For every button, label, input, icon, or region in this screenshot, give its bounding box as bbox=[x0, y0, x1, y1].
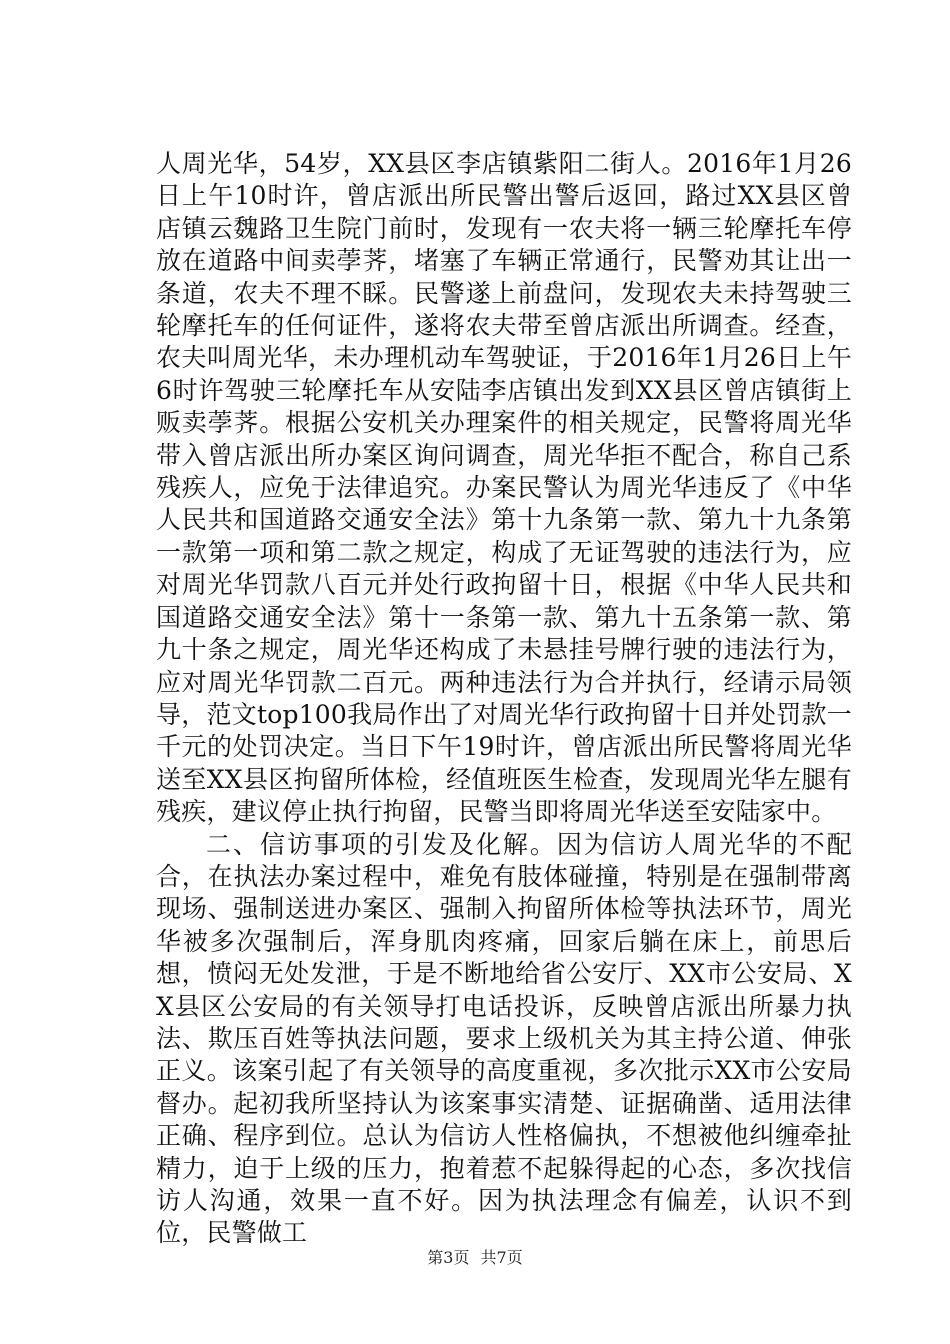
paragraph-2: 二、信访事项的引发及化解。因为信访人周光华的不配合，在执法办案过程中，难免有肢体碰撞，特别是在强制带离现场、强制送进办案区、强制入拘留所体检等执法环节，周光华被多次强制后，浑身肌肉疼痛，回家后躺在床上，前思后想，愤闷无处发泄，于是不断地给省公安厅、XX市公安局、XX县区公安局的有关领导打电话投诉，反映曾店派出所暴力执法、欺压百姓等执法问题，要求上级机关为其主持公道、伸张正义。该案引起了有关领导的高度重视，多次批示XX市公安局督办。起初我所坚持认为该案事实清楚、证据确凿、适用法律正确、程序到位。总认为信访人性格偏执，不想被他纠缠牵扯精力，迫于上级的压力，抱着惹不起躲得起的心态，多次找信访人沟通，效果一直不好。因为执法理念有偏差，认识不到位，民警做工 bbox=[156, 829, 852, 1248]
document-body bbox=[156, 148, 852, 1250]
paragraph-1: 人周光华，54岁，XX县区李店镇紫阳二街人。2016年1月26日上午10时许，曾店派出所民警出警后返回，路过XX县区曾店镇云魏路卫生院门前时，发现有一农夫将一辆三轮摩托车停放在道路中间卖荸荠，堵塞了车辆正常通行，民警劝其让出一条道，农夫不理不睬。民警遂上前盘问，发现农夫未持驾驶三轮摩托车的任何证件，遂将农夫带至曾店派出所调查。经查，农夫叫周光华，未办理机动车驾驶证，于2016年1月26日上午6时许驾驶三轮摩托车从安陆李店镇出发到XX县区曾店镇街上贩卖荸荠。根据公安机关办理案件的相关规定，民警将周光华带入曾店派出所办案区询问调查，周光华拒不配合，称自己系残疾人，应免于法律追究。办案民警认为周光华违反了《中华人民共和国道路交通安全法》第十九条第一款、第九十九条第一款第一项和第二款之规定，构成了无证驾驶的违法行为，应对周光华罚款八百元并处行政拘留十日，根据《中华人民共和国道路交通安全法》第十一条第一款、第九十五条第一款、第九十条之规定，周光华还构成了未悬挂号牌行驶的违法行为，应对周光华罚款二百元。两种违法行为合并执行，经请示局领导，范文top100我局作出了对周光华行政拘留十日并处罚款一千元的处罚决定。当日下午19时许，曾店派出所民警将周光华送至XX县区拘留所体检，经值班医生检查，发现周光华左腿有残疾，建议停止执行拘留，民警当即将周光华送至安陆家中。 bbox=[156, 149, 852, 827]
page-number: 第3页 bbox=[427, 1248, 470, 1267]
page-footer bbox=[0, 1245, 950, 1268]
page-total: 共7页 bbox=[480, 1248, 523, 1267]
